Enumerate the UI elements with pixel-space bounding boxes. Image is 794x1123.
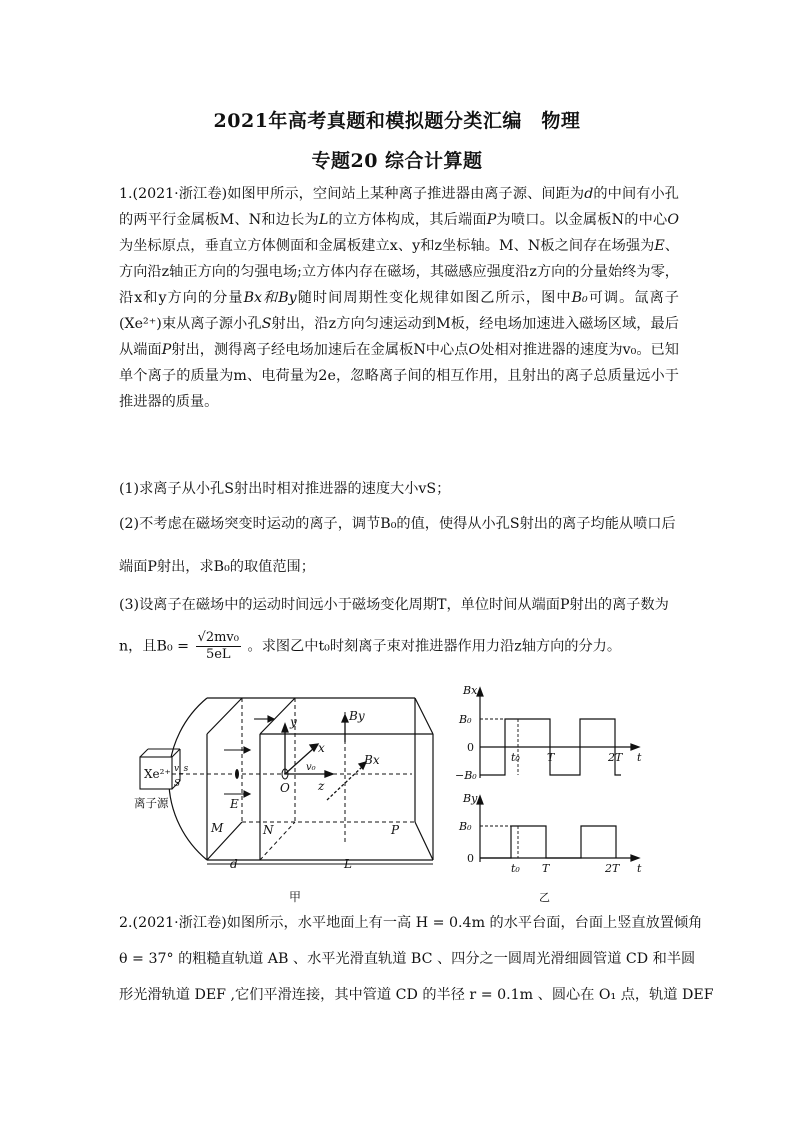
label-y: y [290, 715, 297, 729]
question-1-sub-2-line-2: 端面P射出，求B₀的取值范围； [119, 559, 315, 575]
label-source: 离子源 [134, 796, 169, 810]
figure-right-graphs [455, 682, 655, 912]
label-vs: v_s [174, 764, 189, 774]
caption-left: 甲 [289, 890, 302, 904]
question-1-sub-1: (1)求离子从小孔S射出时相对推进器的速度大小vS； [119, 481, 451, 497]
graph-top-pos: B₀ [459, 713, 472, 726]
label-by: By [349, 709, 365, 723]
graph-top-zero: 0 [467, 741, 474, 754]
graph-bottom-pos: B₀ [459, 820, 472, 833]
graph-top-2t: 2T [608, 751, 623, 764]
graph-bottom-2t: 2T [605, 862, 620, 875]
b0-fraction: $\frac{\text{√2mv₀}}{5eL}$ [197, 630, 239, 662]
label-bx: Bx [364, 753, 380, 767]
graph-top-t: T [547, 751, 555, 764]
page-subtitle: 专题20 综合计算题 [311, 150, 483, 172]
graph-top-t0: t₀ [511, 751, 520, 764]
question-2-line-2: θ = 37° 的粗糙直轨道 AB 、水平光滑直轨道 BC 、四分之一圆周光滑细圆管道 CD 和半圆 [119, 951, 696, 967]
label-m: M [211, 821, 224, 835]
label-v0: v₀ [306, 762, 316, 773]
label-z: z [318, 779, 325, 793]
label-p: P [391, 823, 400, 837]
question-1-stem: 1.(2021·浙江卷)如图甲所示，空间站上某种离子推进器由离子源、间距为d的中间有小孔的两平行金属板M、N和边长为L的立方体构成，其后端面P为喷口。以金属板N的中心O为坐标原点，垂直立方体侧面和金属板建立x、y和z坐标轴。M、N板之间存在场强为E、方向沿z轴正方向的匀强电场;立方体内存在磁场，其磁感应强度沿z方向的分量始终为零，沿x和y方向的分量Bx和By随时间周期性变化规律如图乙所示，图中B₀可调。氙离子(Xe²⁺)束从离子源小孔S射出，沿z方向匀速运动到M板，经电场加速进入磁场区域，最后从端面P射出，测得离子经电场加速后在金属板N中心点O处相对推进器的速度为v₀。已知单个离子的质量为m、电荷量为2e，忽略离子间的相互作用，且射出的离子总质量远小于推进器的质量。 [119, 186, 679, 410]
label-l: L [344, 857, 352, 871]
label-x: x [318, 741, 325, 755]
question-1-sub-3-line-1: (3)设离子在磁场中的运动时间远小于磁场变化周期T，单位时间从端面P射出的离子数为 [119, 597, 669, 613]
label-o: O [280, 781, 290, 795]
question-2-line-3: 形光滑轨道 DEF ,它们平滑连接，其中管道 CD 的半径 r = 0.1m 、圆心在 O₁ 点，轨道 DEF [119, 987, 714, 1003]
graph-bottom-ylabel: By [463, 792, 478, 805]
graph-top-ylabel: Bx [463, 684, 478, 697]
graph-top-taxis: t [637, 751, 642, 764]
question-2-line-1: 2.(2021·浙江卷)如图所示，水平地面上有一高 H = 0.4m 的水平台面，台面上竖直放置倾角 [119, 915, 703, 931]
question-1-sub-2-line-1: (2)不考虑在磁场突变时运动的离子，调节B₀的值，使得从小孔S射出的离子均能从喷口后 [119, 516, 676, 532]
label-xe: Xe²⁺ [144, 767, 171, 781]
page-title: 2021年高考真题和模拟题分类汇编 物理 [213, 110, 581, 132]
label-d: d [230, 857, 238, 871]
graph-bottom-t0: t₀ [511, 862, 520, 875]
caption-right: 乙 [539, 891, 550, 904]
graph-bottom-zero: 0 [467, 852, 474, 865]
label-n: N [263, 823, 274, 837]
figure-left-apparatus [112, 682, 452, 912]
graph-bottom-t: T [542, 862, 550, 875]
label-e: E [230, 797, 239, 811]
label-s: S [174, 779, 181, 789]
graph-top-neg: −B₀ [455, 769, 477, 782]
graph-bottom-taxis: t [637, 862, 642, 875]
question-1-sub-3-line-2: n，且B₀ = $\frac{\text{√2mv₀}}{5eL}$ 。求图乙中t₀时刻离子束对推进器作用力沿z轴方向的分力。 [119, 630, 622, 662]
